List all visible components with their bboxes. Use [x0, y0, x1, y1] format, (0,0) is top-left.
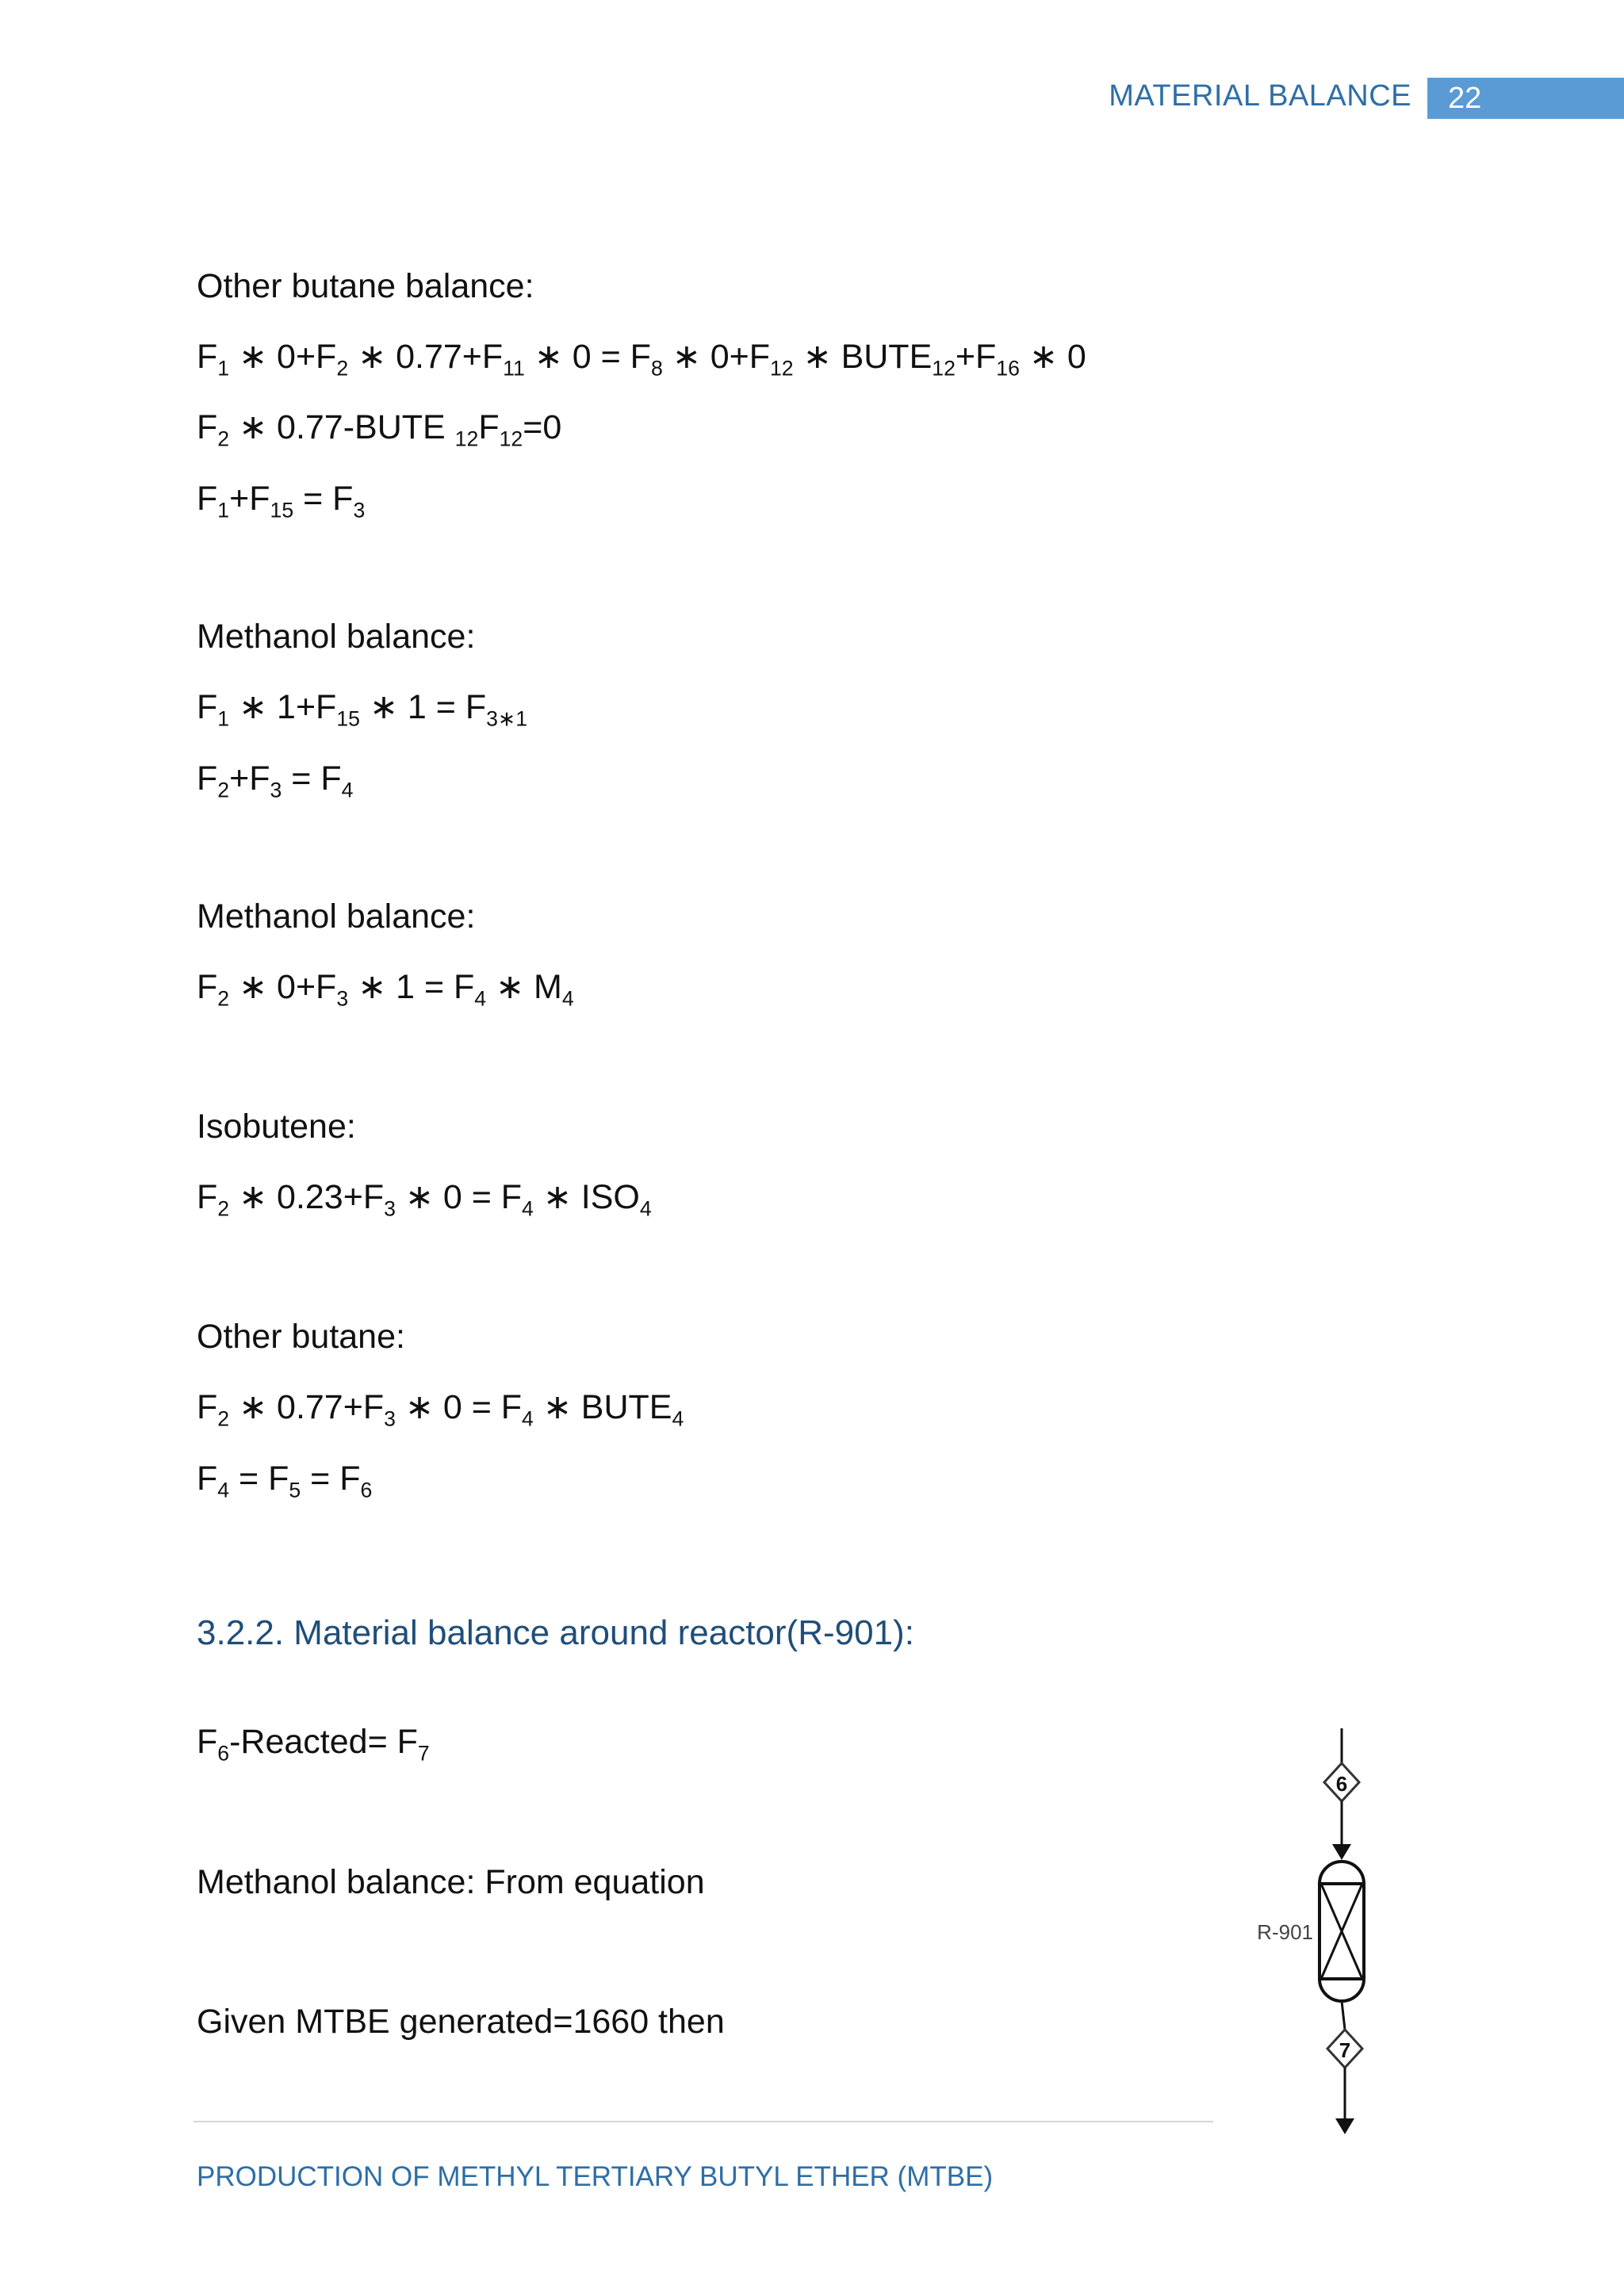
methanol-balance-heading-1: Methanol balance: — [197, 618, 476, 656]
stream-out-label: 7 — [1339, 2038, 1351, 2062]
methanol-from-equation: Methanol balance: From equation — [197, 1863, 705, 1901]
footer-divider — [193, 2121, 1213, 2122]
equation-7: $F_2$ ∗ $0.23+F_3$ ∗ $0 = F_4$ ∗ $ISO_4$ — [197, 1178, 652, 1221]
section-heading: 3.2.2. Material balance around reactor(R-901): — [197, 1613, 914, 1652]
equation-8: $F_2$ ∗ $0.77+F_3$ ∗ $0 = F_4$ ∗ $BUTE_4$ — [197, 1388, 684, 1431]
footer-title: PRODUCTION OF METHYL TERTIARY BUTYL ETHER (MTBE) — [197, 2161, 994, 2192]
stream-in-label: 6 — [1335, 1772, 1348, 1796]
equation-6: $F_2$ ∗ $0+F_3$ ∗ $1 = F_4$ ∗ $M_4$ — [197, 968, 574, 1011]
reactor-diagram — [1237, 1728, 1443, 2141]
equation-2: $F_2$ ∗ 0.77-BUTE $_{12}F_{12}=0$ — [197, 408, 562, 451]
methanol-balance-heading-2: Methanol balance: — [197, 897, 476, 936]
page-number: 22 — [1427, 78, 1624, 119]
other-butane-heading: Other butane: — [197, 1318, 405, 1356]
equation-9: $F_4 = F_5 = F_6$ — [197, 1460, 373, 1502]
inlet-arrow-icon — [1332, 1844, 1351, 1860]
header-title: MATERIAL BALANCE — [1109, 79, 1411, 113]
equation-5: $F_2+F_3 = F_4$ — [197, 760, 354, 802]
outlet-arrow-icon — [1335, 2118, 1354, 2134]
equation-3: $F_1+F_{15} = F_3$ — [197, 480, 366, 522]
equation-4: $F_1$ ∗ $1+F_{15}$ ∗ $1 = F_{3∗1}$ — [197, 688, 528, 731]
equation-1: $F_1$ ∗ $0+F_2$ ∗ $0.77+F_{11}$ ∗ $0 = F_8$ ∗ $0+F_{12}$ ∗ $BUTE_{12}+F_{16}$ ∗ 0 — [197, 338, 1086, 381]
other-butane-balance-heading: Other butane balance: — [197, 267, 534, 305]
outlet-line-top — [1342, 2001, 1345, 2030]
isobutene-heading: Isobutene: — [197, 1108, 356, 1146]
reactor-label: R-901 — [1257, 1920, 1313, 1944]
given-mtbe: Given MTBE generated=1660 then — [197, 2003, 725, 2041]
equation-10: $F_6-Reacted= F_7$ — [197, 1723, 430, 1766]
